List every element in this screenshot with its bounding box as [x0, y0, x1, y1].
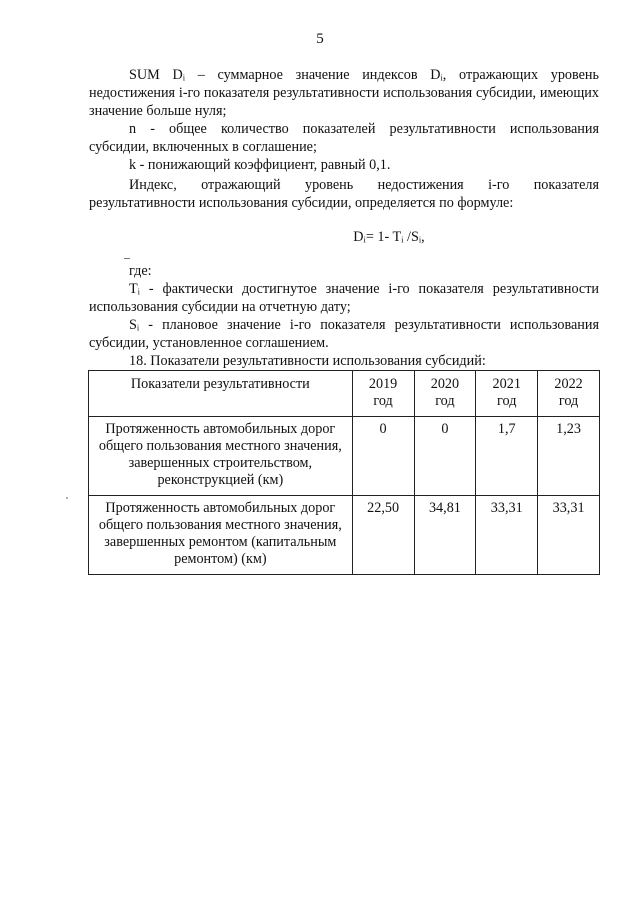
header-year-value: 2021	[492, 376, 521, 392]
paragraph-k: k - понижающий коэффициент, равный 0,1.	[129, 157, 391, 173]
formula: Dᵢ= 1- Tᵢ /Sᵢ,	[353, 229, 425, 245]
row-value: 0	[414, 417, 476, 496]
header-year-2019	[352, 371, 414, 417]
row-value: 1,23	[538, 417, 600, 496]
header-year-2020	[414, 371, 476, 417]
header-year-unit: год	[558, 393, 579, 409]
header-year-value: 2022	[554, 376, 583, 392]
paragraph-index-intro: Индекс, отражающий уровень недостижения i-го показателя результативности использования субсидии, определяется по формуле:	[89, 177, 599, 211]
paragraph-n: n - общее количество показателей результативности использования субсидии, включенных в соглашение;	[89, 121, 599, 155]
row-indicator: Протяженность автомобильных дорог общего пользования местного значения, завершенных ремонтом (капитальным ремонтом) (км)	[89, 496, 353, 575]
paragraph-where: где:	[129, 263, 152, 279]
row-value: 33,31	[538, 496, 600, 575]
page-number: 5	[316, 31, 324, 47]
header-year-2022	[538, 371, 600, 417]
header-year-value: 2019	[368, 376, 398, 392]
header-indicator: Показатели результативности	[89, 371, 353, 417]
header-year-unit: год	[497, 393, 517, 409]
row-indicator: Протяженность автомобильных дорог общего пользования местного значения, завершенных строительством, реконструкцией (км)	[89, 417, 353, 496]
table-row	[89, 417, 600, 496]
table-header-row	[89, 371, 600, 417]
scan-mark	[124, 258, 130, 259]
document-body	[89, 66, 599, 575]
paragraph-s: Sᵢ - плановое значение i-го показателя результативности использования субсидии, установленное соглашением.	[89, 317, 599, 351]
header-year-value: 2020	[430, 376, 460, 392]
results-table	[88, 370, 600, 575]
paragraph-t: Tᵢ - фактически достигнутое значение i-го показателя результативности использования субсидии на отчетную дату;	[89, 281, 599, 315]
header-year-2021	[476, 371, 538, 417]
table-row	[89, 496, 600, 575]
row-value: 22,50	[352, 496, 414, 575]
scan-dot	[66, 497, 68, 499]
row-value: 0	[352, 417, 414, 496]
row-value: 34,81	[414, 496, 476, 575]
paragraph-sum-d: SUM Dᵢ – суммарное значение индексов Dᵢ, отражающих уровень недостижения i-го показателя результативности использования субсидии, имеющих значение больше нуля;	[89, 67, 599, 119]
header-year-unit: год	[373, 393, 393, 409]
row-value: 33,31	[476, 496, 538, 575]
header-year-unit: год	[435, 393, 455, 409]
row-value: 1,7	[476, 417, 538, 496]
table-caption: 18. Показатели результативности использования субсидий:	[129, 353, 486, 369]
